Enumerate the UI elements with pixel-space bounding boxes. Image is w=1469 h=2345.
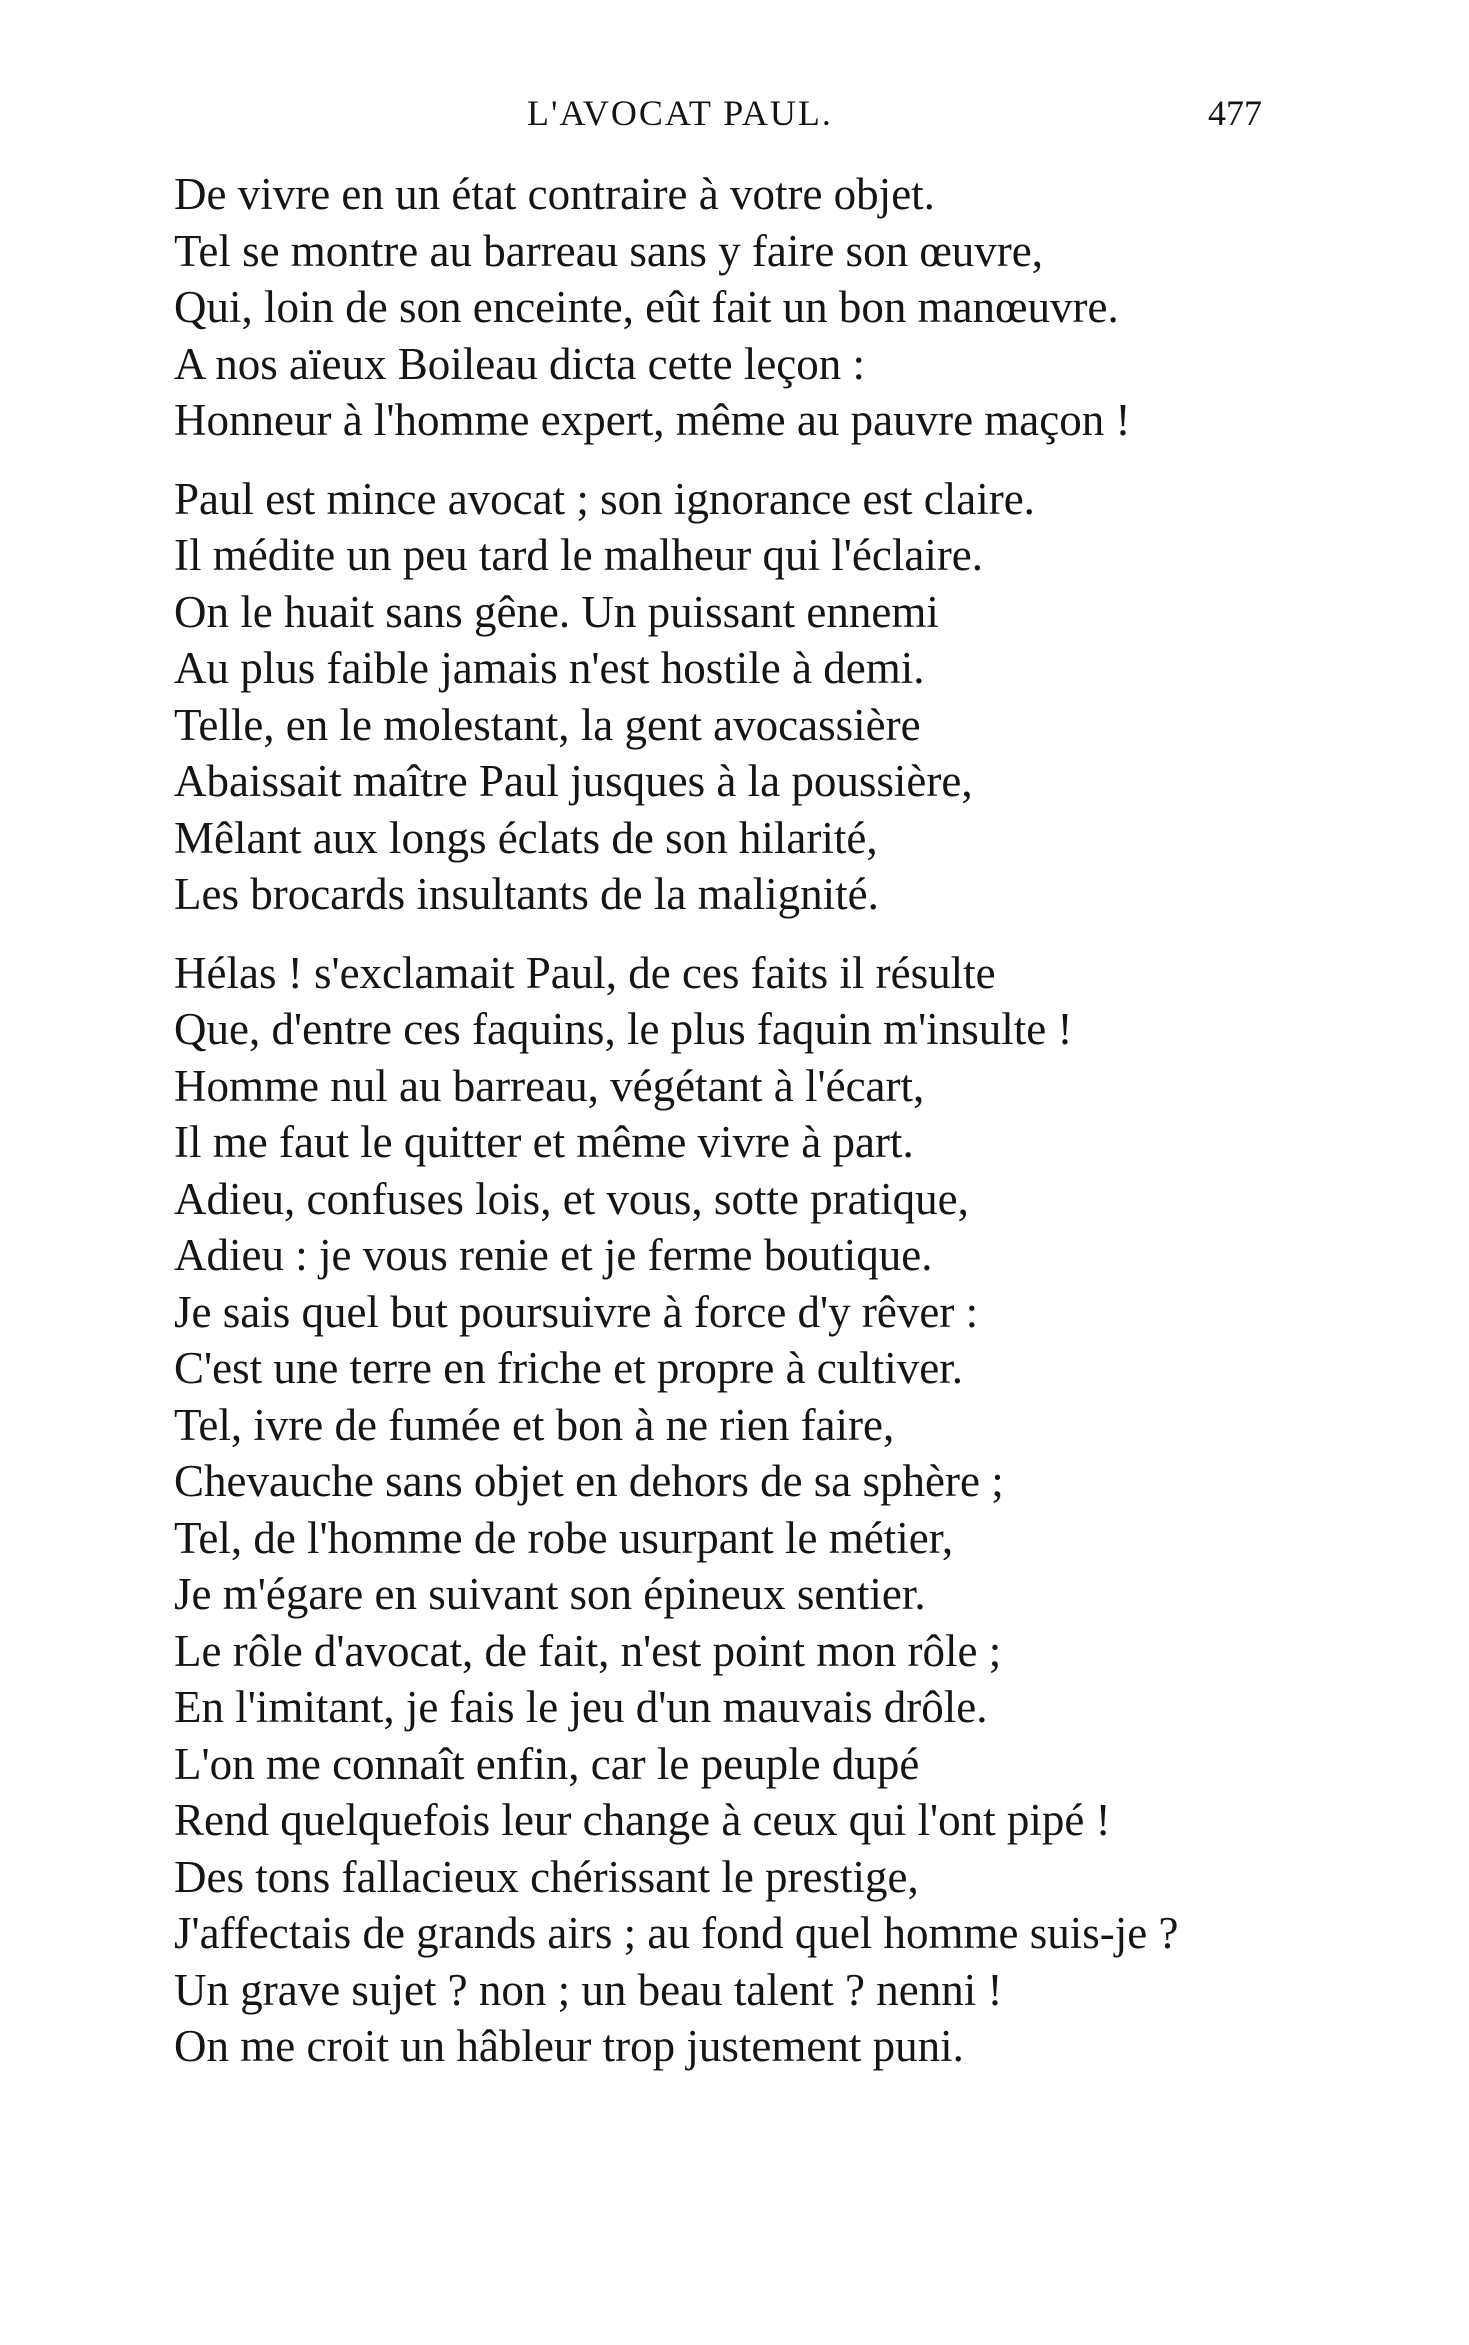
verse-line: Adieu, confuses lois, et vous, sotte pratique,	[174, 1173, 969, 1224]
verse-line: Adieu : je vous renie et je ferme boutique.	[174, 1230, 933, 1280]
verse-line: A nos aïeux Boileau dicta cette leçon :	[174, 338, 866, 389]
verse-line: L'on me connaît enfin, car le peuple dupé	[174, 1738, 920, 1789]
verse-line: Mêlant aux longs éclats de son hilarité,	[174, 812, 878, 863]
verse-line: Les brocards insultants de la malignité.	[174, 869, 879, 919]
verse-line: Il médite un peu tard le malheur qui l'éclaire.	[174, 530, 984, 580]
verse-line: Tel, de l'homme de robe usurpant le métier,	[174, 1512, 954, 1563]
verse-line: Abaissait maître Paul jusques à la poussière,	[174, 756, 973, 806]
verse-line: Hélas ! s'exclamait Paul, de ces faits il résulte	[174, 947, 996, 998]
verse-line: Paul est mince avocat ; son ignorance est claire.	[174, 473, 1035, 524]
stanza-2	[174, 471, 1374, 923]
running-header	[0, 88, 1469, 138]
verse-line: Je sais quel but poursuivre à force d'y rêver :	[174, 1286, 979, 1337]
page-number: 477	[1208, 93, 1262, 133]
verse-line: C'est une terre en friche et propre à cultiver.	[174, 1343, 963, 1393]
verse-line: Chevauche sans objet en dehors de sa sphère ;	[174, 1456, 1004, 1506]
verse-line: En l'imitant, je fais le jeu d'un mauvais drôle.	[174, 1682, 988, 1732]
verse-line: Il me faut le quitter et même vivre à part.	[174, 1117, 914, 1167]
verse-line: Telle, en le molestant, la gent avocassière	[174, 699, 921, 750]
verse-line: Tel, ivre de fumée et bon à ne rien faire,	[174, 1399, 895, 1450]
verse-line: Qui, loin de son enceinte, eût fait un bon manœuvre.	[174, 282, 1119, 332]
stanza-3	[174, 945, 1374, 2075]
verse-line: De vivre en un état contraire à votre objet.	[174, 169, 935, 219]
verse-line: On le huait sans gêne. Un puissant ennemi	[174, 586, 939, 637]
verse-line: Que, d'entre ces faquins, le plus faquin m'insulte !	[174, 1004, 1073, 1054]
verse-line: On me croit un hâbleur trop justement puni.	[174, 2021, 964, 2071]
verse-line: Je m'égare en suivant son épineux sentier.	[174, 1569, 926, 1619]
verse-line: Tel se montre au barreau sans y faire son œuvre,	[174, 225, 1044, 276]
verse-line: Au plus faible jamais n'est hostile à demi.	[174, 643, 925, 693]
verse-line: Homme nul au barreau, végétant à l'écart,	[174, 1060, 925, 1111]
stanza-1	[174, 166, 1374, 449]
running-title: L'AVOCAT PAUL.	[527, 93, 833, 133]
verse-line: Le rôle d'avocat, de fait, n'est point mon rôle ;	[174, 1625, 1002, 1676]
verse-line: J'affectais de grands airs ; au fond quel homme suis-je ?	[174, 1908, 1179, 1958]
verse-line: Un grave sujet ? non ; un beau talent ? nenni !	[174, 1964, 1003, 2015]
poem-body	[174, 166, 1374, 2097]
verse-line: Des tons fallacieux chérissant le prestige,	[174, 1851, 919, 1902]
verse-line: Rend quelquefois leur change à ceux qui l'ont pipé !	[174, 1795, 1111, 1845]
verse-line: Honneur à l'homme expert, même au pauvre maçon !	[174, 395, 1131, 445]
